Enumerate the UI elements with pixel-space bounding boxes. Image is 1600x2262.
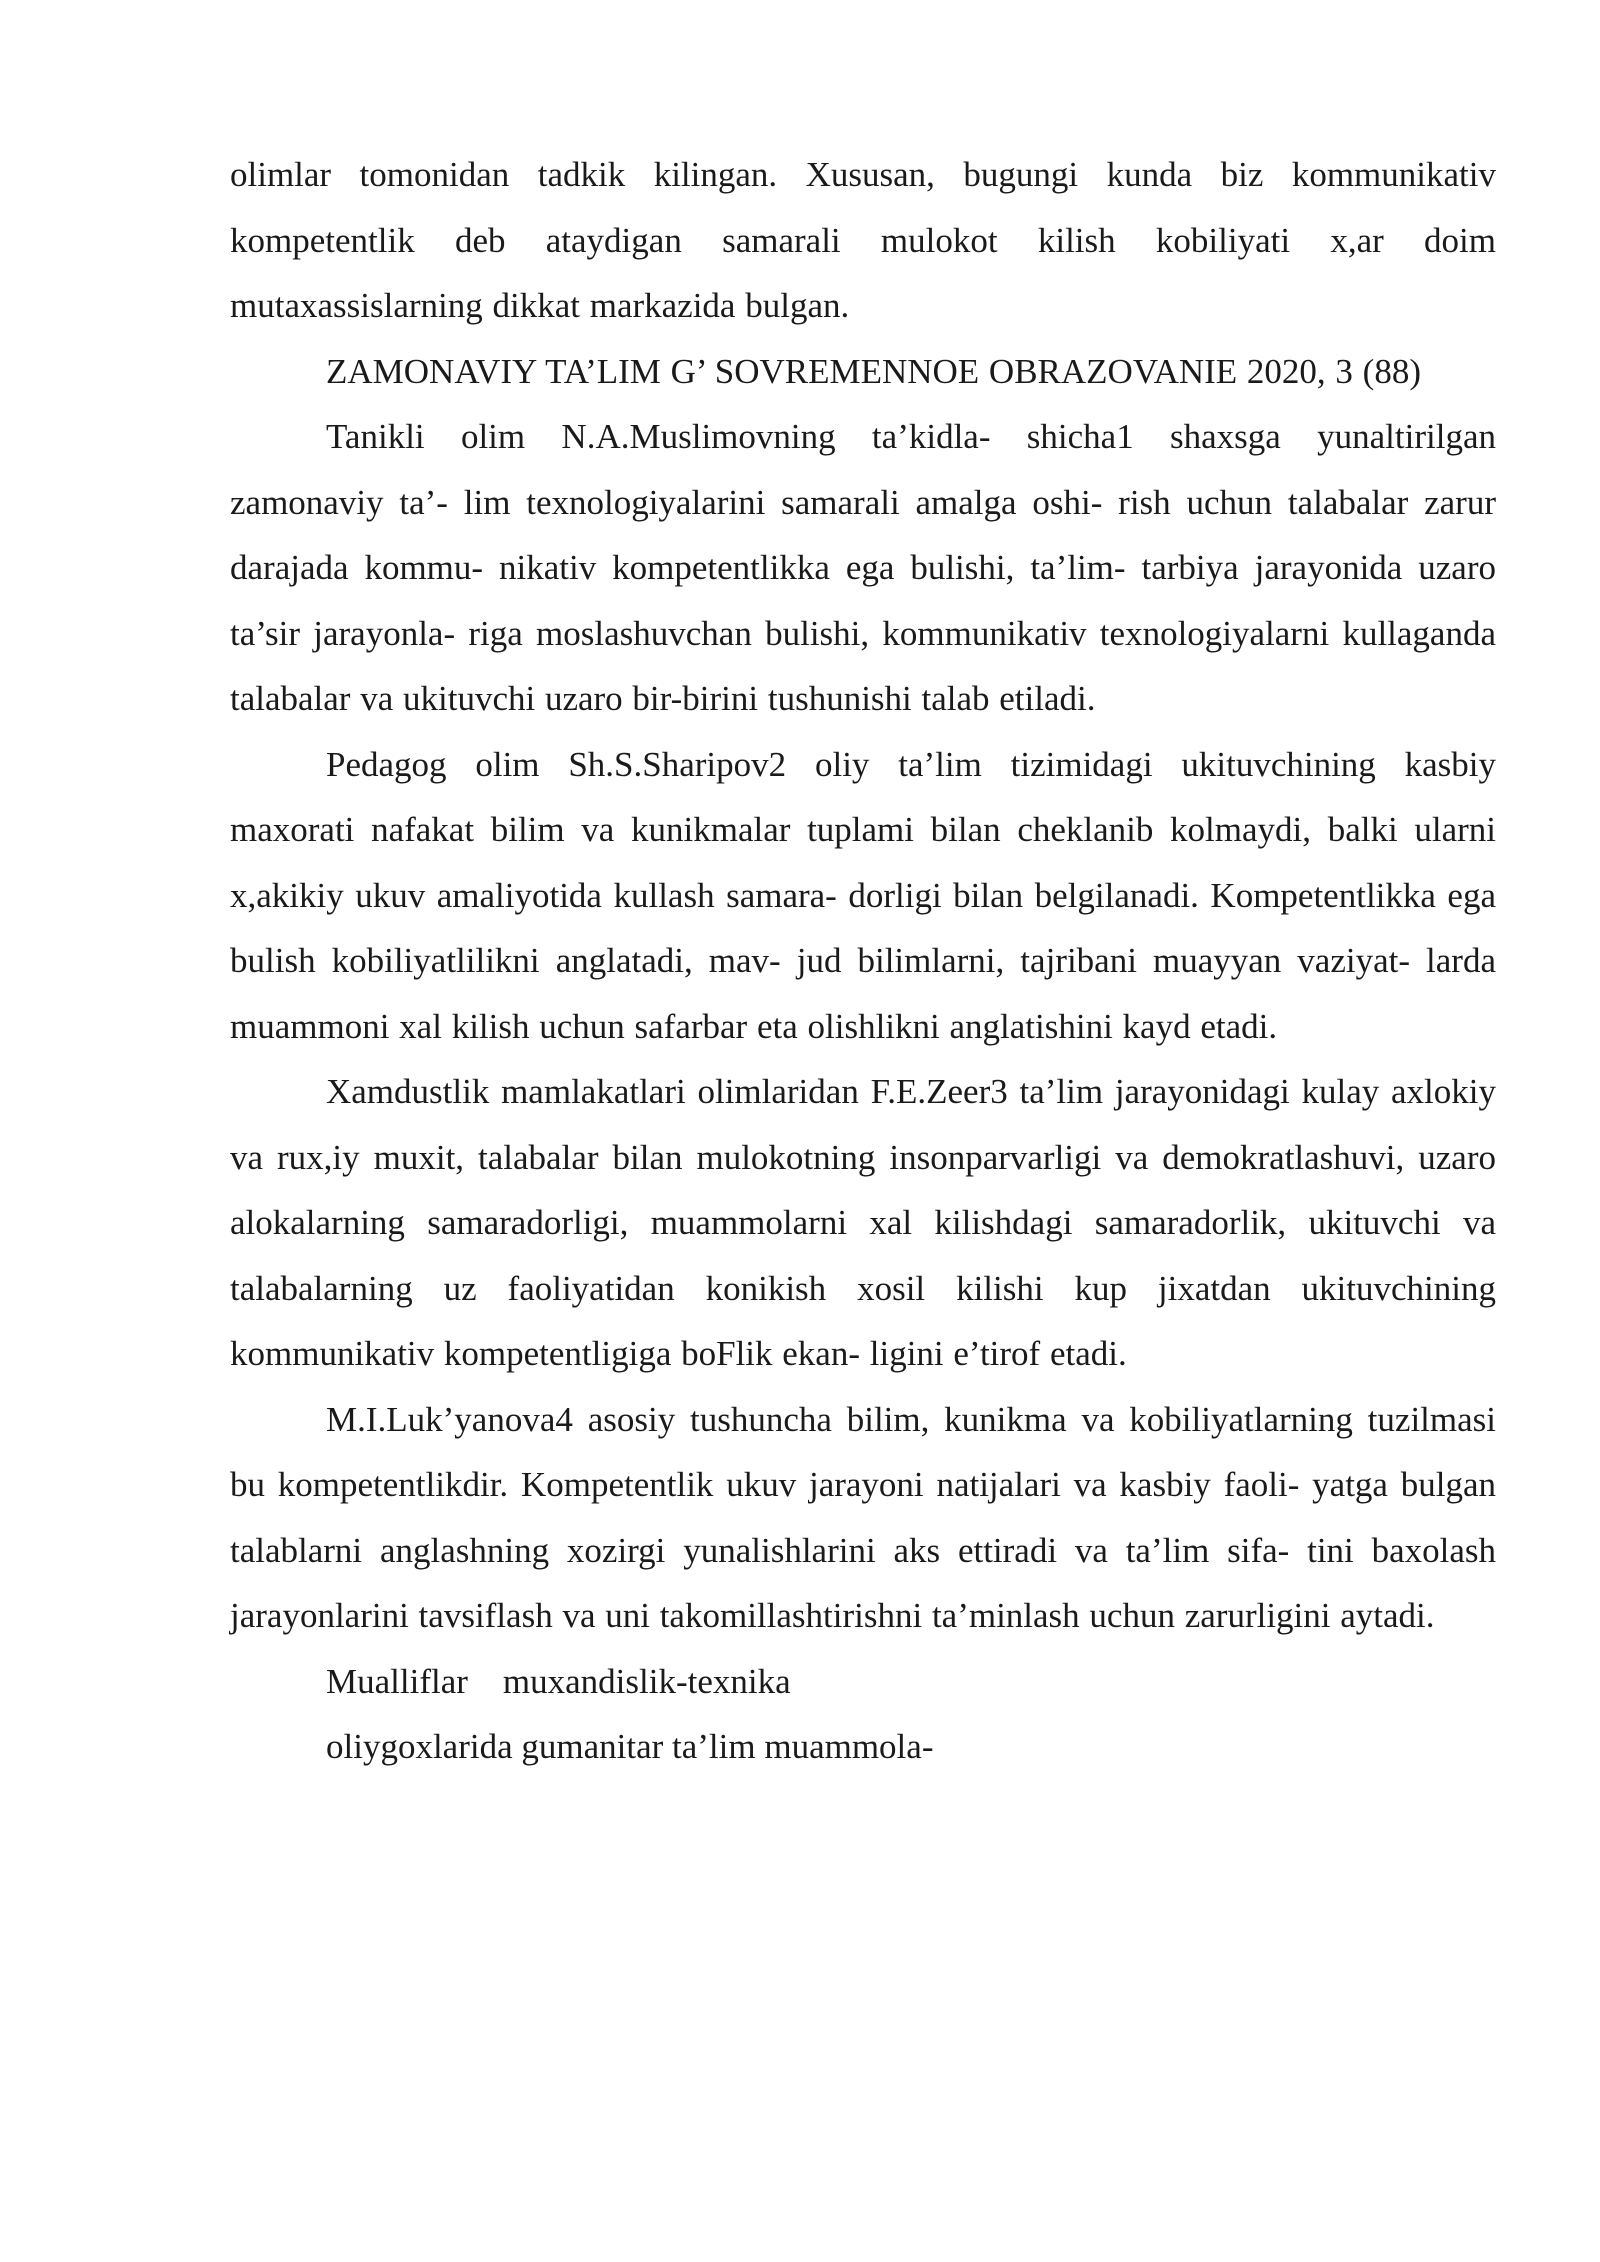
paragraph-muslimov: Tanikli olim N.A.Muslimovning ta’kidla- shicha1 shaxsga yunaltirilgan zamonaviy ta’- lim texnologiyalarini samarali amalga oshi- rish uchun talabalar zarur darajada kommu- nikativ kompetentlikka ega bulishi, ta’lim- tarbiya jarayonida uzaro ta’sir jarayonla- riga moslashuvchan bulishi, kommunikativ texnologiyalarni kullaganda talabalar va ukituvchi uzaro bir-birini tushunishi talab etiladi. — [230, 417, 1496, 718]
paragraph-1: olimlar tomonidan tadkik kilingan. Xususan, bugungi kunda biz kommunikativ kompetentlik deb ataydigan samarali mulokot kilish kobiliyati x,ar doim mutaxassislarning dikkat markazida bulgan. — [230, 155, 1496, 325]
document-page — [230, 142, 1496, 1780]
closing-line-2: oliygoxlarida gumanitar ta’lim muammola- — [326, 1727, 934, 1766]
paragraph-zeer: Xamdustlik mamlakatlari olimlaridan F.E.Zeer3 ta’lim jarayonidagi kulay axlokiy va rux,iy muxit, talabalar bilan mulokotning insonparvarligi va demokratlashuvi, uzaro alokalarning samaradorligi, muammolarni xal kilishdagi samaradorlik, ukituvchi va talabalarning uz faoliyatidan konikish xosil kilishi kup jixatdan ukituvchining kommunikativ kompetentligiga boFlik ekan- ligini e’tirof etadi. — [230, 1072, 1496, 1373]
journal-reference: ZAMONAVIY TA’LIM G’ SOVREMENNOE OBRAZOVANIE 2020, 3 (88) — [326, 351, 1421, 391]
closing-line-1: Mualliflar muxandislik-texnika — [326, 1661, 791, 1701]
paragraph-sharipov: Pedagog olim Sh.S.Sharipov2 oliy ta’lim tizimidagi ukituvchining kasbiy maxorati nafakat bilim va kunikmalar tuplami bilan cheklanib kolmaydi, balki ularni x,akikiy ukuv amaliyotida kullash samara- dorligi bilan belgilanadi. Kompetentlikka ega bulish kobiliyatlilikni anglatadi, mav- jud bilimlarni, tajribani muayyan vaziyat- larda muammoni xal kilish uchun safarbar eta olishlikni anglatishini kayd etadi. — [230, 744, 1496, 1046]
paragraph-lukyanova: M.I.Luk’yanova4 asosiy tushuncha bilim, kunikma va kobiliyatlarning tuzilmasi bu kompetentlikdir. Kompetentlik ukuv jarayoni natijalari va kasbiy faoli- yatga bulgan talablarni anglashning xozirgi yunalishlarini aks ettiradi va ta’lim sifa- tini baxolash jarayonlarini tavsiflash va uni takomillashtirishni ta’minlash uchun zarurligini aytadi. — [230, 1399, 1496, 1635]
